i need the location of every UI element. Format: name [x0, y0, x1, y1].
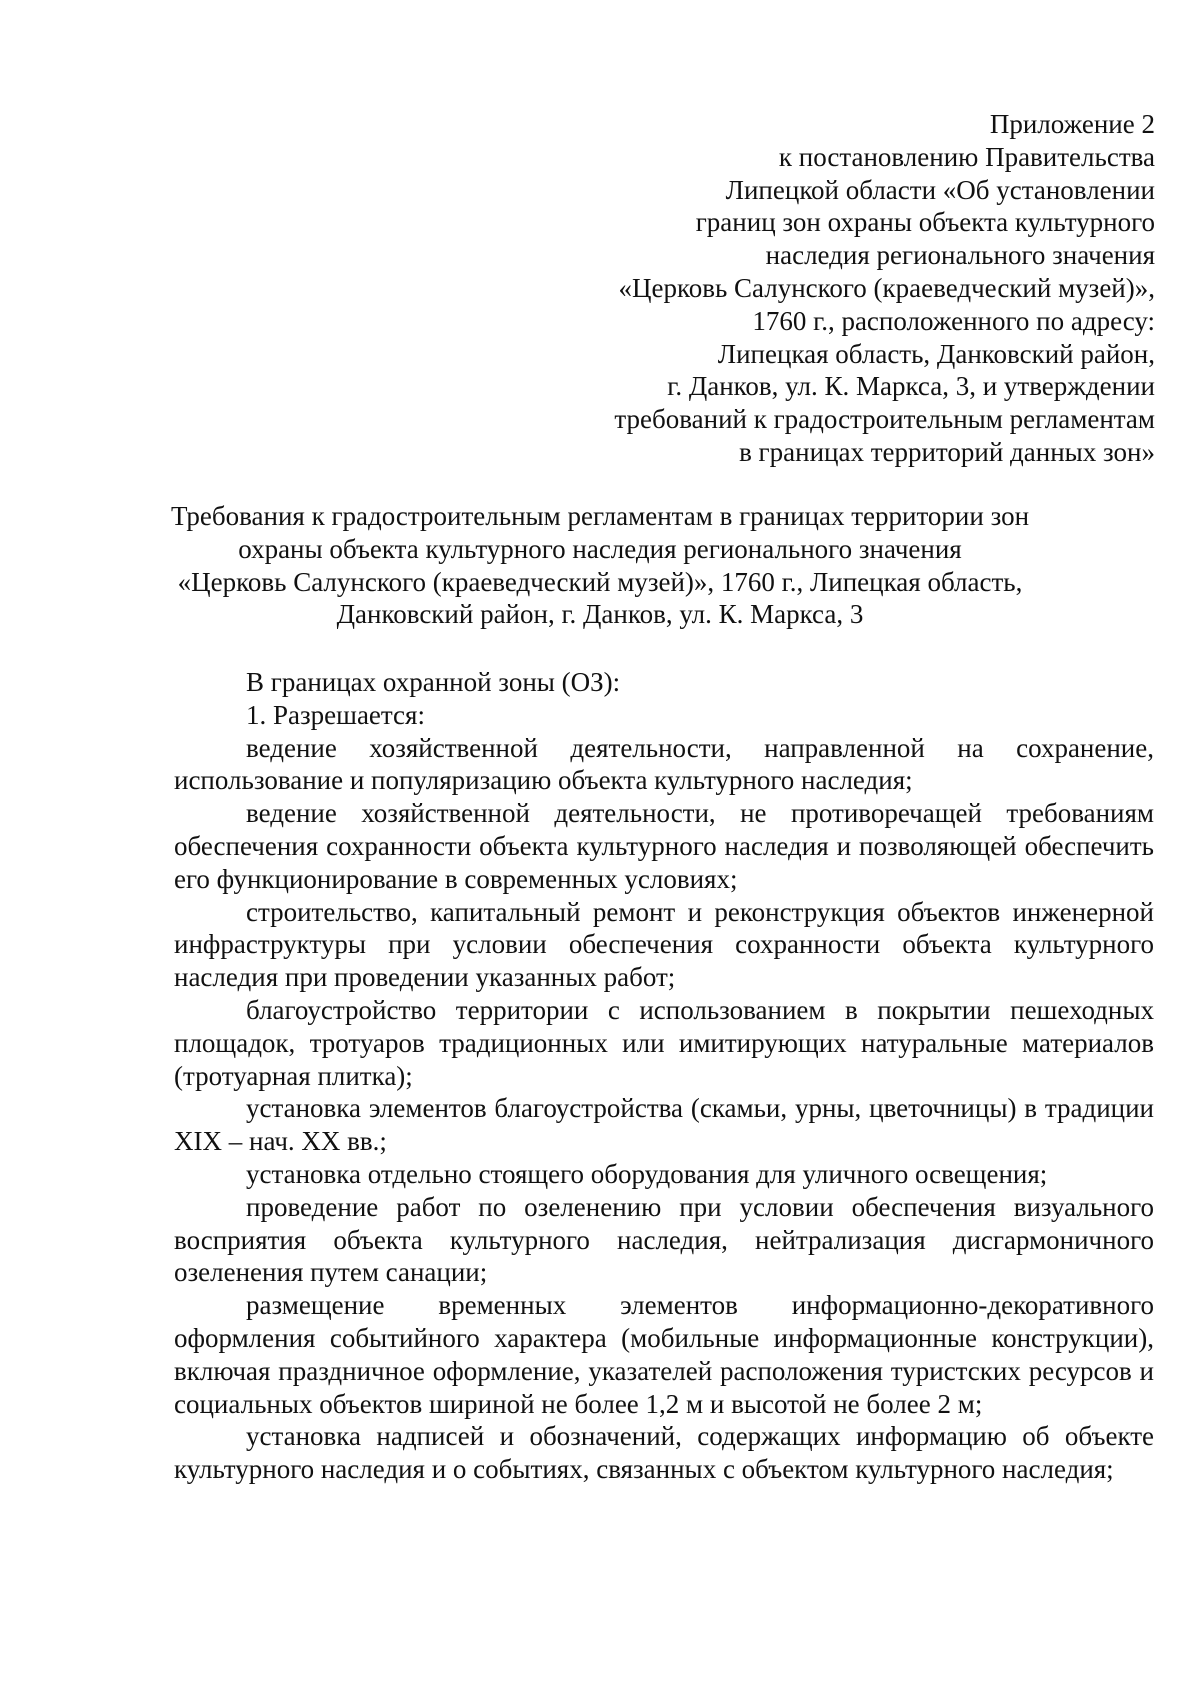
appendix-line: 1760 г., расположенного по адресу: — [752, 305, 1155, 336]
permitted-item: строительство, капитальный ремонт и реконструкция объектов инженерной инфраструктуры при условии обеспечения сохранности объекта культурного наследия при проведении указанных работ; — [174, 896, 1154, 993]
appendix-line: в границах территорий данных зон» — [739, 436, 1155, 467]
permitted-item: установка надписей и обозначений, содержащих информацию об объекте культурного наследия и о событиях, связанных с объектом культурного наследия; — [174, 1421, 1154, 1485]
appendix-line: «Церковь Салунского (краеведческий музей)», — [618, 272, 1155, 303]
appendix-line: наследия регионального значения — [765, 240, 1155, 271]
item-heading: 1. Разрешается: — [246, 699, 425, 730]
document-title — [150, 500, 1050, 631]
appendix-line: Липецкой области «Об установлении — [725, 174, 1155, 205]
appendix-line: Липецкая область, Данковский район, — [717, 338, 1155, 369]
permitted-item: размещение временных элементов информационно-декоративного оформления событийного характера (мобильные информационные конструкции), включая праздничное оформление, указателей расположения туристских ресурсов и социальных объектов шириной не более 1,2 м и высотой не более 2 м; — [174, 1290, 1154, 1419]
appendix-line: Приложение 2 — [989, 109, 1155, 139]
appendix-line: к постановлению Правительства — [778, 141, 1155, 172]
permitted-item: установка отдельно стоящего оборудования для уличного освещения; — [246, 1158, 1048, 1189]
title-line: охраны объекта культурного наследия регионального значения — [238, 533, 962, 564]
appendix-line: границ зон охраны объекта культурного — [695, 207, 1155, 238]
title-line: Требования к градостроительным регламентам в границах территории зон — [170, 501, 1030, 531]
appendix-line: требований к градостроительным регламентам — [614, 404, 1155, 435]
permitted-item: проведение работ по озеленению при условии обеспечения визуального восприятия объекта культурного наследия, нейтрализация дисгармоничного озеленения путем санации; — [174, 1191, 1154, 1288]
appendix-header — [515, 108, 1155, 469]
document-body — [174, 666, 1154, 1486]
appendix-line: г. Данков, ул. К. Маркса, 3, и утверждении — [667, 371, 1155, 402]
title-line: «Церковь Салунского (краеведческий музей)», 1760 г., Липецкая область, — [177, 566, 1023, 597]
permitted-item: ведение хозяйственной деятельности, не противоречащей требованиям обеспечения сохранности объекта культурного наследия и позволяющей обеспечить его функционирование в современных условиях; — [174, 798, 1154, 894]
title-line: Данковский район, г. Данков, ул. К. Маркса, 3 — [336, 599, 864, 630]
zone-heading: В границах охранной зоны (ОЗ): — [246, 667, 621, 697]
permitted-item: благоустройство территории с использованием в покрытии пешеходных площадок, тротуаров традиционных или имитирующих натуральные материалов (тротуарная плитка); — [174, 994, 1154, 1091]
permitted-item: ведение хозяйственной деятельности, направленной на сохранение, использование и популяризацию объекта культурного наследия; — [174, 732, 1154, 796]
permitted-item: установка элементов благоустройства (скамьи, урны, цветочницы) в традиции XIX – нач. XX вв.; — [174, 1093, 1154, 1157]
